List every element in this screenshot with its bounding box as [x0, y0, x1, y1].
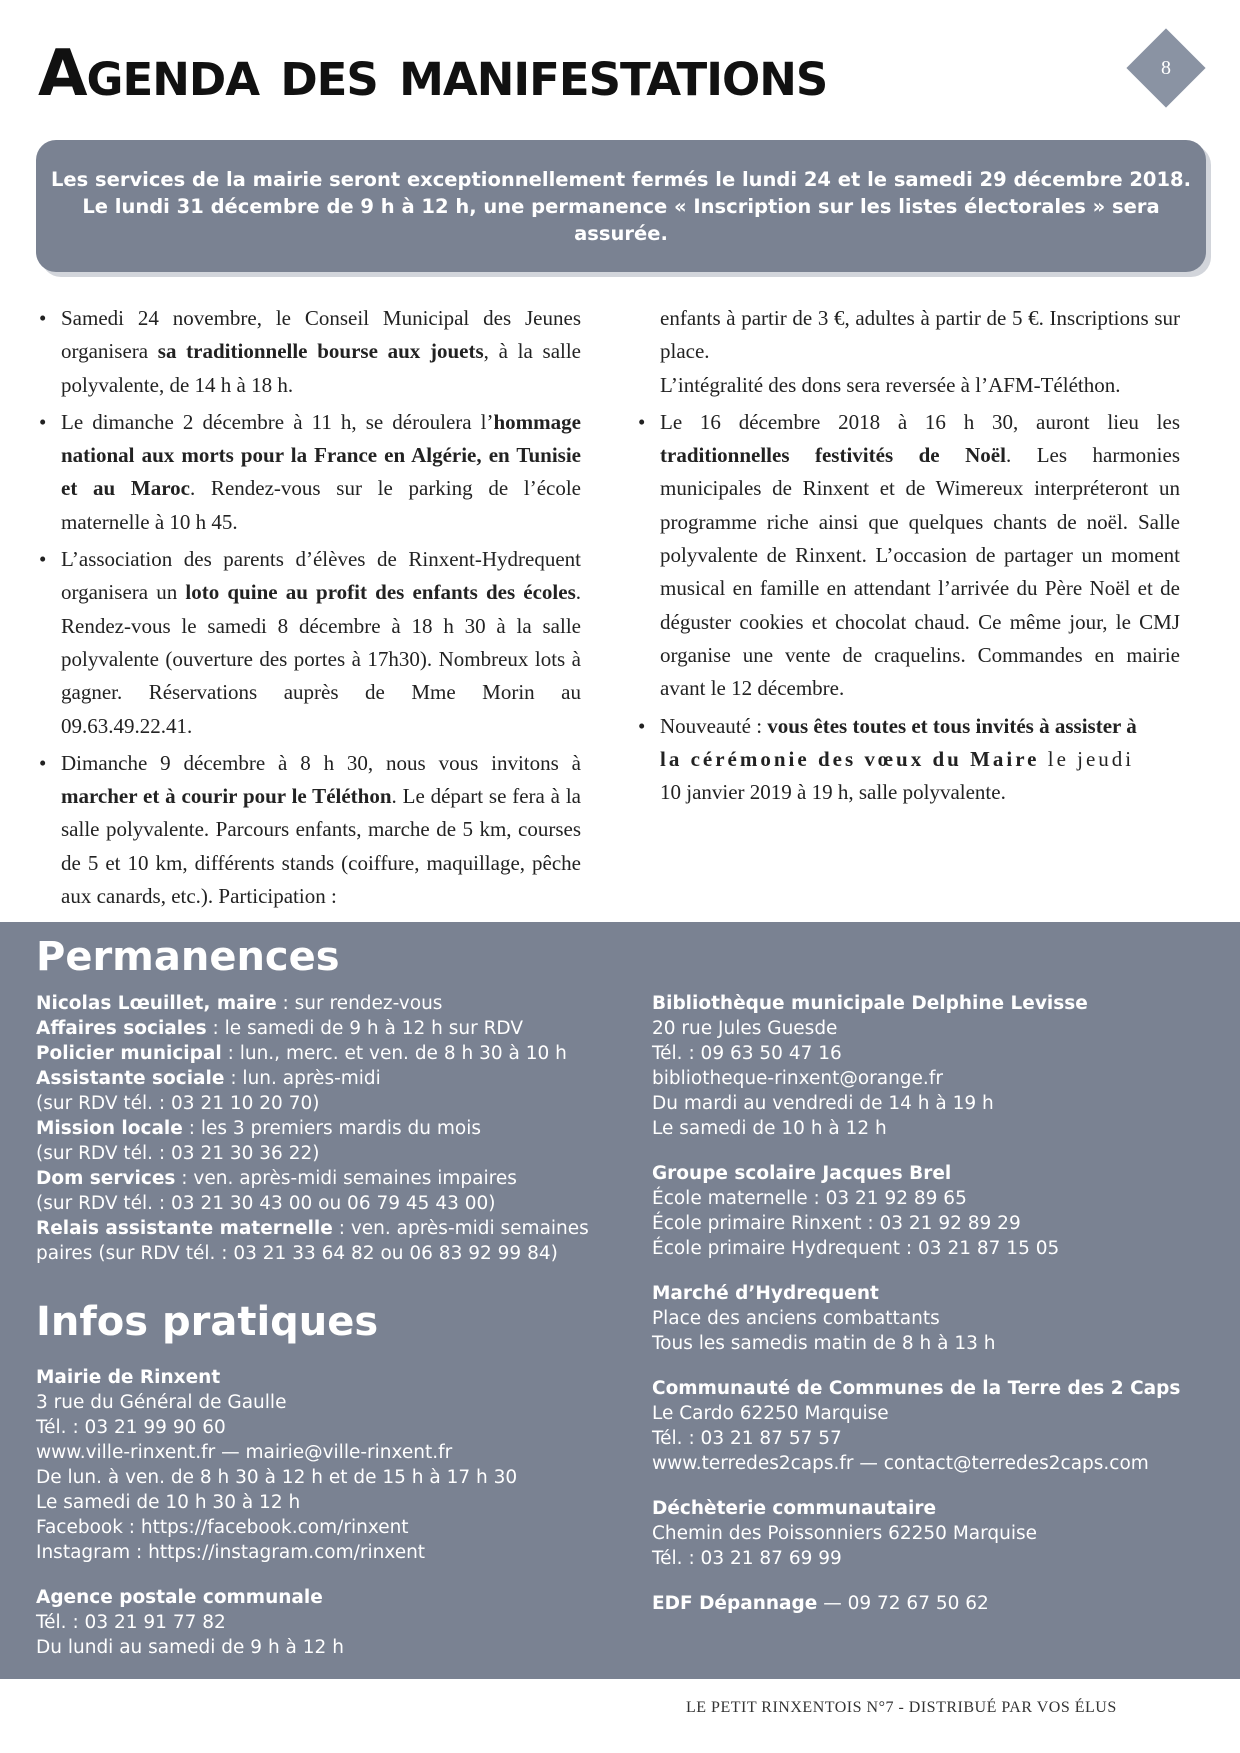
info-block-groupe-scolaire: Groupe scolaire Jacques Brel École maternelle : 03 21 92 89 65 École primaire Rinxent : 03 21 92 89 29 École primaire Hydrequent : 03 21 87 15 05	[652, 1163, 1060, 1259]
agenda-column-right	[635, 302, 1180, 813]
agenda-column-left	[36, 302, 581, 917]
permanence-row: Relais assistante maternelle : ven. après-midi semaines paires (sur RDV tél. : 03 21 33 64 82 ou 06 83 92 99 84)	[36, 1218, 589, 1264]
agenda-item: • L’association des parents d’élèves de Rinxent-Hydrequent organisera un loto quine au profit des enfants des écoles. Rendez-vous le samedi 8 décembre à 18 h 30 à la salle polyvalente (ouverture des portes à 17h30). Nombreux lots à gagner. Réservations auprès de Mme Morin au 09.63.49.22.41.	[36, 543, 581, 743]
agenda-item-continuation: L’intégralité des dons sera reversée à l’AFM-Téléthon.	[660, 372, 1121, 397]
permanence-row: Assistante sociale : lun. après-midi (sur RDV tél. : 03 21 10 20 70)	[36, 1068, 381, 1114]
agenda-item: • Le dimanche 2 décembre à 11 h, se déroulera l’hommage national aux morts pour la France en Algérie, en Tunisie et au Maroc. Rendez-vous sur le parking de l’école maternelle à 10 h 45.	[36, 406, 581, 539]
info-block-decheterie: Déchèterie communautaire Chemin des Poissonniers 62250 Marquise Tél. : 03 21 87 69 99	[652, 1498, 1038, 1569]
info-block-edf: EDF Dépannage — 09 72 67 50 62	[652, 1593, 989, 1614]
notice-line-2: Le lundi 31 décembre de 9 h à 12 h, une permanence « Inscription sur les listes électorales » sera assurée.	[82, 194, 1160, 245]
bullet-icon: •	[638, 713, 646, 738]
bullet-icon: •	[39, 306, 47, 330]
permanence-row: Mission locale : les 3 premiers mardis du mois (sur RDV tél. : 03 21 30 36 22)	[36, 1118, 482, 1164]
permanence-row: Policier municipal : lun., merc. et ven. de 8 h 30 à 10 h	[36, 1043, 567, 1064]
agenda-item: • Dimanche 9 décembre à 8 h 30, nous vous invitons à marcher et à courir pour le Téléthon. Le départ se fera à la salle polyvalente. Parcours enfants, marche de 5 km, courses de 5 et 10 km, différents stands (coiffure, maquillage, pêche aux canards, etc.). Participation :	[36, 747, 581, 913]
permanence-row: Affaires sociales : le samedi de 9 h à 12 h sur RDV	[36, 1018, 523, 1039]
footer-text: LE PETIT RINXENTOIS N°7 - DISTRIBUÉ PAR VOS ÉLUS	[686, 1699, 1117, 1716]
infos-right-column	[652, 991, 1222, 1616]
info-band	[0, 922, 1240, 1679]
agenda-item-continuation: enfants à partir de 3 €, adultes à partir de 5 €. Inscriptions sur place.	[660, 306, 1180, 364]
notice-line-1: Les services de la mairie seront exceptionnellement fermés le lundi 24 et le samedi 29 décembre 2018.	[50, 167, 1192, 191]
infos-heading: Infos pratiques	[36, 1299, 379, 1345]
bullet-icon: •	[39, 750, 47, 775]
info-block-communaute: Communauté de Communes de la Terre des 2 Caps Le Cardo 62250 Marquise Tél. : 03 21 87 57 57 www.terredes2caps.fr — contact@terredes2caps.com	[652, 1378, 1181, 1474]
agenda-item: • Nouveauté : vous êtes toutes et tous invités à assister à la cérémonie des vœux du Maire le jeudi 10 janvier 2019 à 19 h, salle polyvalente.	[635, 710, 1180, 810]
permanences-heading: Permanences	[36, 934, 340, 980]
permanence-row: Dom services : ven. après-midi semaines impaires (sur RDV tél. : 03 21 30 43 00 ou 06 79 45 43 00)	[36, 1168, 517, 1214]
infos-left-column	[36, 1365, 616, 1660]
info-block-bibliotheque: Bibliothèque municipale Delphine Levisse 20 rue Jules Guesde Tél. : 09 63 50 47 16 bibliotheque-rinxent@orange.fr Du mardi au vendredi de 14 h à 19 h Le samedi de 10 h à 12 h	[652, 993, 1088, 1139]
agenda-item: • Le 16 décembre 2018 à 16 h 30, auront lieu les traditionnelles festivités de Noël. Les harmonies municipales de Rinxent et de Wimereux interpréteront un programme riche ainsi que quelques chants de noël. Salle polyvalente de Rinxent. L’occasion de partager un moment musical en famille en attendant l’arrivée du Père Noël et de déguster cookies et chocolat chaud. Ce même jour, le CMJ organise une vente de craquelins. Commandes en mairie avant le 12 décembre.	[635, 406, 1180, 706]
bullet-icon: •	[39, 547, 47, 572]
permanence-row: Nicolas Lœuillet, maire : sur rendez-vous	[36, 993, 443, 1014]
info-block-mairie: Mairie de Rinxent 3 rue du Général de Gaulle Tél. : 03 21 99 90 60 www.ville-rinxent.fr — mairie@ville-rinxent.fr De lun. à ven. de 8 h 30 à 12 h et de 15 h à 17 h 30 Le samedi de 10 h 30 à 12 h Facebook : https://facebook.com/rinxent Instagram : https://instagram.com/rinxent	[36, 1367, 518, 1563]
page-number: 8	[1161, 56, 1171, 79]
bullet-icon: •	[39, 409, 47, 434]
agenda-item: • Samedi 24 novembre, le Conseil Municipal des Jeunes organisera sa traditionnelle bourse aux jouets, à la salle polyvalente, de 14 h à 18 h.	[36, 302, 581, 402]
info-block-marche: Marché d’Hydrequent Place des anciens combattants Tous les samedis matin de 8 h à 13 h	[652, 1283, 996, 1354]
permanences-list	[36, 991, 616, 1266]
closure-notice	[36, 140, 1206, 272]
info-block-poste: Agence postale communale Tél. : 03 21 91 77 82 Du lundi au samedi de 9 h à 12 h	[36, 1587, 344, 1658]
page-title: Agenda des manifestations	[38, 37, 828, 111]
bullet-icon: •	[638, 409, 646, 434]
